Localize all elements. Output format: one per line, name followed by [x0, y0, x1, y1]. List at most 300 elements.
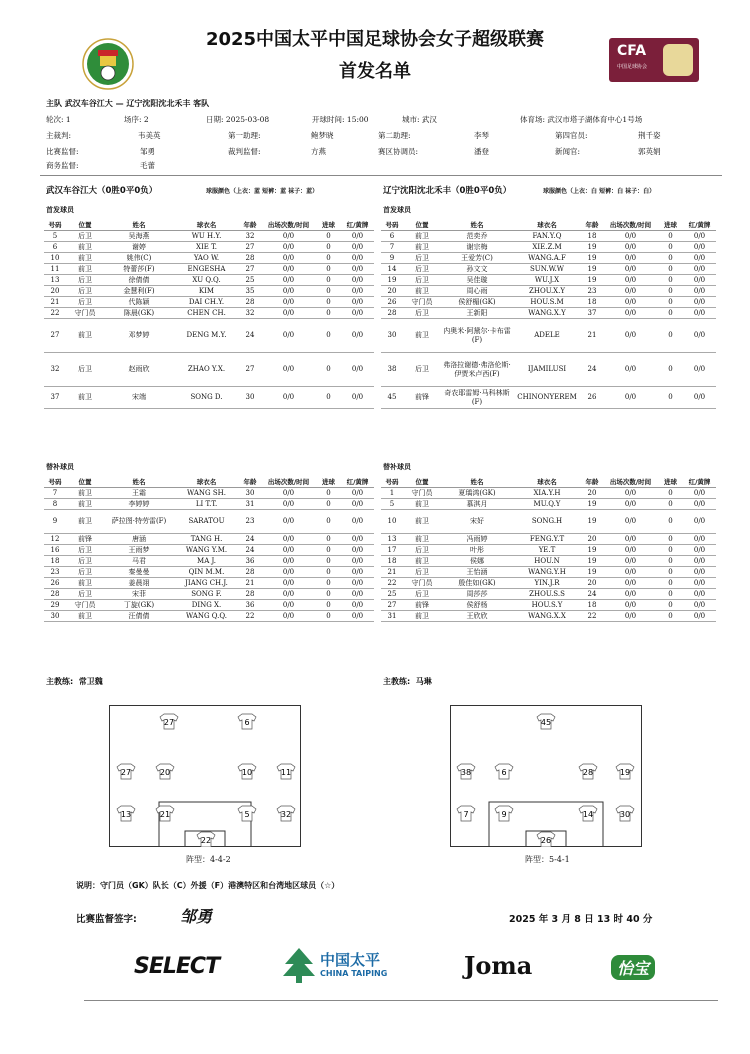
table-cell: 0	[316, 589, 341, 600]
table-cell: 0/0	[683, 534, 716, 545]
table-cell: 前锋	[403, 600, 441, 611]
table-cell: 19	[581, 545, 603, 556]
table-cell: XIE.Z.M	[513, 242, 581, 253]
table-cell: 0/0	[683, 556, 716, 567]
table-cell: 0/0	[683, 319, 716, 353]
player-shirt	[616, 806, 634, 821]
away-subs-label: 替补球员	[383, 463, 411, 471]
table-cell: WANG Y.M.	[174, 545, 239, 556]
table-cell: 0/0	[683, 308, 716, 319]
table-row	[381, 499, 716, 510]
table-cell: 27	[381, 600, 403, 611]
table-cell: 9	[44, 510, 66, 534]
column-header: 姓名	[104, 219, 174, 231]
table-cell: 0/0	[261, 589, 316, 600]
table-cell: 32	[239, 231, 261, 242]
column-header: 号码	[44, 476, 66, 488]
player-shirt	[457, 806, 475, 821]
table-cell: 0/0	[261, 578, 316, 589]
table-cell: 0	[316, 578, 341, 589]
player-shirt	[117, 764, 135, 779]
table-cell: 0/0	[261, 545, 316, 556]
table-cell: 0/0	[603, 567, 658, 578]
player-shirt	[495, 764, 513, 779]
info-stadium: 体育场: 武汉市塔子湖体育中心1号场	[520, 115, 643, 124]
column-header: 年龄	[239, 219, 261, 231]
table-cell: 38	[381, 353, 403, 387]
player-number: 7	[463, 810, 469, 819]
table-row	[44, 353, 374, 387]
table-cell: JIANG CH.J.	[174, 578, 239, 589]
player-shirt	[277, 764, 295, 779]
table-cell: 前卫	[403, 510, 441, 534]
table-cell: 前卫	[403, 499, 441, 510]
table-cell: 0	[316, 556, 341, 567]
table-row	[44, 286, 374, 297]
table-cell: 0/0	[261, 611, 316, 622]
player-shirt	[238, 714, 256, 729]
column-header: 红/黄牌	[341, 219, 374, 231]
table-row	[381, 231, 716, 242]
table-cell: 汪倩倩	[104, 611, 174, 622]
table-cell: 0	[658, 253, 683, 264]
table-cell: WANG.A.F	[513, 253, 581, 264]
table-cell: 0/0	[603, 600, 658, 611]
table-cell: 22	[44, 308, 66, 319]
table-cell: 21	[381, 567, 403, 578]
table-cell: 0/0	[341, 308, 374, 319]
table-cell: 26	[581, 387, 603, 409]
table-cell: 0	[658, 264, 683, 275]
table-cell: LI T.T.	[174, 499, 239, 510]
table-cell: 21	[239, 578, 261, 589]
table-cell: 0	[316, 308, 341, 319]
table-cell: 0/0	[261, 264, 316, 275]
table-cell: 0	[658, 275, 683, 286]
table-cell: 19	[581, 253, 603, 264]
player-number: 14	[582, 810, 594, 819]
table-row	[44, 556, 374, 567]
table-cell: ADELE	[513, 319, 581, 353]
column-header: 位置	[403, 476, 441, 488]
table-cell: 0/0	[341, 275, 374, 286]
table-cell: 马君	[104, 556, 174, 567]
table-cell: 32	[239, 308, 261, 319]
table-cell: 0/0	[341, 510, 374, 534]
table-cell: 0/0	[683, 578, 716, 589]
table-cell: 0	[658, 510, 683, 534]
table-cell: 0/0	[341, 387, 374, 409]
table-cell: 23	[581, 286, 603, 297]
table-cell: 周莎莎	[441, 589, 513, 600]
table-row	[44, 534, 374, 545]
table-row	[381, 286, 716, 297]
table-cell: 0	[316, 488, 341, 499]
table-cell: 夏瑀鸿(GK)	[441, 488, 513, 499]
table-cell: 20	[44, 286, 66, 297]
official-ref-supervisor: 裁判监督:	[228, 147, 261, 156]
table-cell: 范奕乔	[441, 231, 513, 242]
table-cell: 0/0	[603, 242, 658, 253]
table-cell: 18	[44, 556, 66, 567]
table-cell: 前卫	[403, 534, 441, 545]
column-header: 姓名	[104, 476, 174, 488]
table-cell: ZHOU.S.S	[513, 589, 581, 600]
table-cell: 前卫	[403, 286, 441, 297]
official-commercial: 商务监督:	[46, 161, 79, 170]
away-team-name: 辽宁沈阳沈北禾丰（0胜0平0负）	[383, 186, 512, 196]
table-cell: 14	[381, 264, 403, 275]
column-header: 位置	[66, 476, 104, 488]
table-cell: 20	[581, 534, 603, 545]
table-row	[381, 275, 716, 286]
table-cell: YAO W.	[174, 253, 239, 264]
table-row	[44, 387, 374, 409]
table-cell: 25	[239, 275, 261, 286]
table-cell: 13	[44, 275, 66, 286]
table-cell: 31	[239, 499, 261, 510]
home-team-name: 武汉车谷江大（0胜0平0负）	[46, 186, 158, 196]
column-header: 年龄	[581, 219, 603, 231]
column-header: 姓名	[441, 476, 513, 488]
table-cell: 姚伟(C)	[104, 253, 174, 264]
table-row	[381, 578, 716, 589]
table-cell: 0/0	[683, 242, 716, 253]
table-cell: 24	[581, 589, 603, 600]
table-cell: 秦曼曼	[104, 567, 174, 578]
table-cell: 后卫	[66, 297, 104, 308]
table-cell: 22	[581, 611, 603, 622]
column-header: 红/黄牌	[341, 476, 374, 488]
table-cell: 0	[316, 319, 341, 353]
table-cell: 0/0	[603, 488, 658, 499]
table-cell: 守门员	[66, 308, 104, 319]
table-cell: SONG.H	[513, 510, 581, 534]
table-cell: YE.T	[513, 545, 581, 556]
table-cell: 姜晨翊	[104, 578, 174, 589]
official-press: 新闻官:	[555, 147, 581, 156]
table-cell: MU.Q.Y	[513, 499, 581, 510]
table-row	[381, 510, 716, 534]
table-cell: 30	[239, 387, 261, 409]
table-cell: 周心雨	[441, 286, 513, 297]
table-cell: 内奥米·阿黛尔·卡布雷(F)	[441, 319, 513, 353]
table-cell: HOU.S.M	[513, 297, 581, 308]
table-cell: TANG H.	[174, 534, 239, 545]
table-row	[381, 308, 716, 319]
table-cell: 前卫	[66, 264, 104, 275]
player-shirt	[579, 806, 597, 821]
table-row	[44, 567, 374, 578]
player-number: 6	[501, 768, 507, 777]
table-cell: 0/0	[603, 556, 658, 567]
table-cell: 弗洛拉谢德·弗洛伦斯·伊贾米卢西(F)	[441, 353, 513, 387]
table-cell: XU Q.Q.	[174, 275, 239, 286]
table-cell: SONG D.	[174, 387, 239, 409]
table-cell: 12	[44, 534, 66, 545]
player-number: 6	[244, 718, 250, 727]
table-cell: 0	[316, 600, 341, 611]
table-cell: 王新阳	[441, 308, 513, 319]
table-cell: 0/0	[683, 387, 716, 409]
table-cell: 13	[381, 534, 403, 545]
table-row	[381, 353, 716, 387]
table-cell: 0/0	[603, 353, 658, 387]
table-cell: 代陈颖	[104, 297, 174, 308]
table-cell: SUN.W.W	[513, 264, 581, 275]
table-cell: 0/0	[603, 319, 658, 353]
player-shirt	[117, 806, 135, 821]
table-row	[381, 556, 716, 567]
table-cell: 孙文文	[441, 264, 513, 275]
table-cell: 23	[239, 510, 261, 534]
table-cell: 18	[581, 297, 603, 308]
table-cell: 19	[581, 567, 603, 578]
table-cell: 前卫	[66, 319, 104, 353]
sponsor-cestbon: 怡宝	[611, 955, 655, 980]
table-cell: WANG.X.X	[513, 611, 581, 622]
table-cell: 30	[381, 319, 403, 353]
table-cell: 0/0	[261, 499, 316, 510]
away-formation: 阵型：5-4-1	[525, 855, 570, 864]
player-number: 21	[159, 810, 171, 819]
table-row	[381, 600, 716, 611]
table-cell: 37	[44, 387, 66, 409]
table-cell: 谢婷	[104, 242, 174, 253]
table-cell: 28	[44, 589, 66, 600]
sponsor-china-taiping-en: CHINA TAIPING	[320, 969, 388, 978]
table-cell: 20	[581, 578, 603, 589]
away-kit-colors: 球服颜色（上衣：白 短裤：白 袜子：白）	[543, 188, 656, 195]
table-cell: 0	[658, 308, 683, 319]
table-row	[381, 264, 716, 275]
table-cell: 0/0	[341, 545, 374, 556]
table-cell: 7	[44, 488, 66, 499]
table-row	[381, 488, 716, 499]
official-referee: 主裁判:	[46, 131, 72, 140]
table-cell: 0/0	[341, 567, 374, 578]
table-row	[381, 242, 716, 253]
table-cell: 0/0	[603, 308, 658, 319]
column-header: 球衣名	[174, 476, 239, 488]
table-cell: 前卫	[66, 578, 104, 589]
table-cell: 0	[658, 567, 683, 578]
table-cell: 后卫	[66, 286, 104, 297]
table-cell: 宋端	[104, 387, 174, 409]
table-cell: 后卫	[66, 589, 104, 600]
table-cell: 0/0	[683, 600, 716, 611]
table-cell: 0/0	[603, 275, 658, 286]
table-cell: 0/0	[683, 297, 716, 308]
table-row	[381, 297, 716, 308]
table-cell: 0/0	[261, 231, 316, 242]
table-cell: 0	[316, 611, 341, 622]
table-cell: 0	[316, 286, 341, 297]
table-cell: 0	[316, 242, 341, 253]
table-cell: 后卫	[66, 231, 104, 242]
table-cell: DING X.	[174, 600, 239, 611]
table-cell: 0/0	[683, 231, 716, 242]
column-header: 号码	[44, 219, 66, 231]
table-cell: 6	[381, 231, 403, 242]
table-cell: QIN M.M.	[174, 567, 239, 578]
table-cell: 0	[658, 600, 683, 611]
table-cell: 奇农耶雷姆·马科林斯(F)	[441, 387, 513, 409]
table-cell: 0	[316, 231, 341, 242]
table-cell: 唐涵	[104, 534, 174, 545]
table-cell: 19	[581, 510, 603, 534]
player-shirt	[537, 832, 555, 847]
table-cell: 0	[658, 611, 683, 622]
table-row	[381, 534, 716, 545]
table-cell: 26	[381, 297, 403, 308]
table-row	[44, 510, 374, 534]
table-cell: 0/0	[603, 286, 658, 297]
table-cell: WANG.X.Y	[513, 308, 581, 319]
sponsor-select: SELECT	[134, 954, 220, 979]
table-cell: 宋菲	[104, 589, 174, 600]
table-cell: 0/0	[603, 589, 658, 600]
official-coordinator: 赛区协调员:	[378, 147, 419, 156]
china-taiping-tree-icon	[282, 946, 316, 984]
table-cell: 0/0	[683, 353, 716, 387]
info-round: 轮次: 1	[46, 115, 71, 124]
table-cell: 0/0	[261, 353, 316, 387]
table-cell: KIM	[174, 286, 239, 297]
table-cell: 24	[239, 534, 261, 545]
table-cell: 0	[658, 319, 683, 353]
table-cell: 0	[316, 534, 341, 545]
table-cell: 后卫	[66, 353, 104, 387]
table-cell: 0	[658, 589, 683, 600]
table-cell: 18	[581, 231, 603, 242]
table-cell: 特蕾莎(F)	[104, 264, 174, 275]
player-shirt	[277, 806, 295, 821]
table-cell: 0/0	[341, 253, 374, 264]
supervisor-signature: 邹勇	[180, 907, 213, 926]
official-match-supervisor: 比赛监督:	[46, 147, 79, 156]
table-cell: 0/0	[341, 488, 374, 499]
table-cell: 前卫	[66, 499, 104, 510]
table-cell: 0	[316, 510, 341, 534]
table-row	[44, 264, 374, 275]
player-shirt	[197, 832, 215, 847]
table-cell: 吴海燕	[104, 231, 174, 242]
table-cell: 0/0	[261, 286, 316, 297]
table-cell: 19	[581, 499, 603, 510]
table-cell: 前卫	[403, 242, 441, 253]
home-kit-colors: 球服颜色（上衣：蓝 短裤：蓝 袜子：蓝）	[206, 188, 319, 195]
table-cell: 王雨梦	[104, 545, 174, 556]
sponsor-china-taiping: 中国太平	[320, 951, 381, 969]
table-cell: CHINONYEREM	[513, 387, 581, 409]
table-cell: 前锋	[403, 387, 441, 409]
column-header: 出场次数/时间	[603, 476, 658, 488]
table-cell: 5	[381, 499, 403, 510]
table-row	[44, 319, 374, 353]
table-cell: 后卫	[403, 308, 441, 319]
player-shirt	[238, 764, 256, 779]
table-cell: ZHOU.X.Y	[513, 286, 581, 297]
column-header: 出场次数/时间	[261, 476, 316, 488]
table-cell: 36	[239, 600, 261, 611]
table-cell: HOU.S.Y	[513, 600, 581, 611]
page-title: 2025中国太平中国足球协会女子超级联赛	[205, 29, 545, 50]
player-shirt	[537, 714, 555, 729]
table-cell: 李婷婷	[104, 499, 174, 510]
table-row	[44, 499, 374, 510]
sign-time: 2025 年 3 月 8 日 13 时 40 分	[509, 914, 653, 925]
table-cell: WU.J.X	[513, 275, 581, 286]
table-cell: 0/0	[261, 319, 316, 353]
column-header: 红/黄牌	[683, 219, 716, 231]
table-cell: 萨拉图·特劳雷(F)	[104, 510, 174, 534]
table-cell: WANG SH.	[174, 488, 239, 499]
bottom-divider	[84, 1000, 718, 1001]
home-formation-pitch	[109, 705, 301, 847]
away-starters-label: 首发球员	[383, 206, 411, 214]
table-cell: 0/0	[261, 567, 316, 578]
table-cell: 5	[44, 231, 66, 242]
table-cell: 前卫	[403, 556, 441, 567]
table-row	[381, 253, 716, 264]
column-header: 年龄	[239, 476, 261, 488]
player-number: 19	[619, 768, 631, 777]
table-cell: 后卫	[403, 253, 441, 264]
player-shirt	[238, 806, 256, 821]
table-cell: 前卫	[66, 510, 104, 534]
sponsor-joma: Joma	[464, 951, 533, 980]
table-cell: 9	[381, 253, 403, 264]
supervisor-sign-label: 比赛监督签字:	[76, 914, 137, 925]
column-header: 姓名	[441, 219, 513, 231]
column-header: 进球	[316, 476, 341, 488]
table-cell: 守门员	[66, 600, 104, 611]
table-cell: 0/0	[603, 264, 658, 275]
table-cell: 王霜	[104, 488, 174, 499]
table-cell: 27	[239, 264, 261, 275]
table-cell: 守门员	[403, 578, 441, 589]
table-cell: 8	[44, 499, 66, 510]
table-row	[44, 297, 374, 308]
home-starters-table	[44, 219, 374, 409]
table-cell: 19	[581, 242, 603, 253]
table-cell: 0/0	[341, 611, 374, 622]
table-cell: 19	[581, 264, 603, 275]
player-number: 5	[244, 810, 250, 819]
table-cell: 37	[581, 308, 603, 319]
table-cell: 0	[658, 499, 683, 510]
table-cell: 谢宗梅	[441, 242, 513, 253]
table-cell: HOU.N	[513, 556, 581, 567]
table-cell: 24	[239, 319, 261, 353]
table-cell: 0/0	[341, 353, 374, 387]
table-cell: 前卫	[66, 242, 104, 253]
table-cell: 0	[658, 387, 683, 409]
cfa-gem-icon	[663, 44, 693, 76]
table-cell: 0	[658, 578, 683, 589]
column-header: 进球	[316, 219, 341, 231]
info-order: 场序: 2	[124, 115, 149, 124]
official-fourth: 第四官员:	[555, 131, 588, 140]
table-cell: 0/0	[261, 556, 316, 567]
away-formation-pitch	[450, 705, 642, 847]
table-cell: 0/0	[341, 242, 374, 253]
table-cell: 0/0	[261, 297, 316, 308]
table-cell: CHEN CH.	[174, 308, 239, 319]
table-cell: DAI CH.Y.	[174, 297, 239, 308]
table-cell: 0/0	[261, 253, 316, 264]
